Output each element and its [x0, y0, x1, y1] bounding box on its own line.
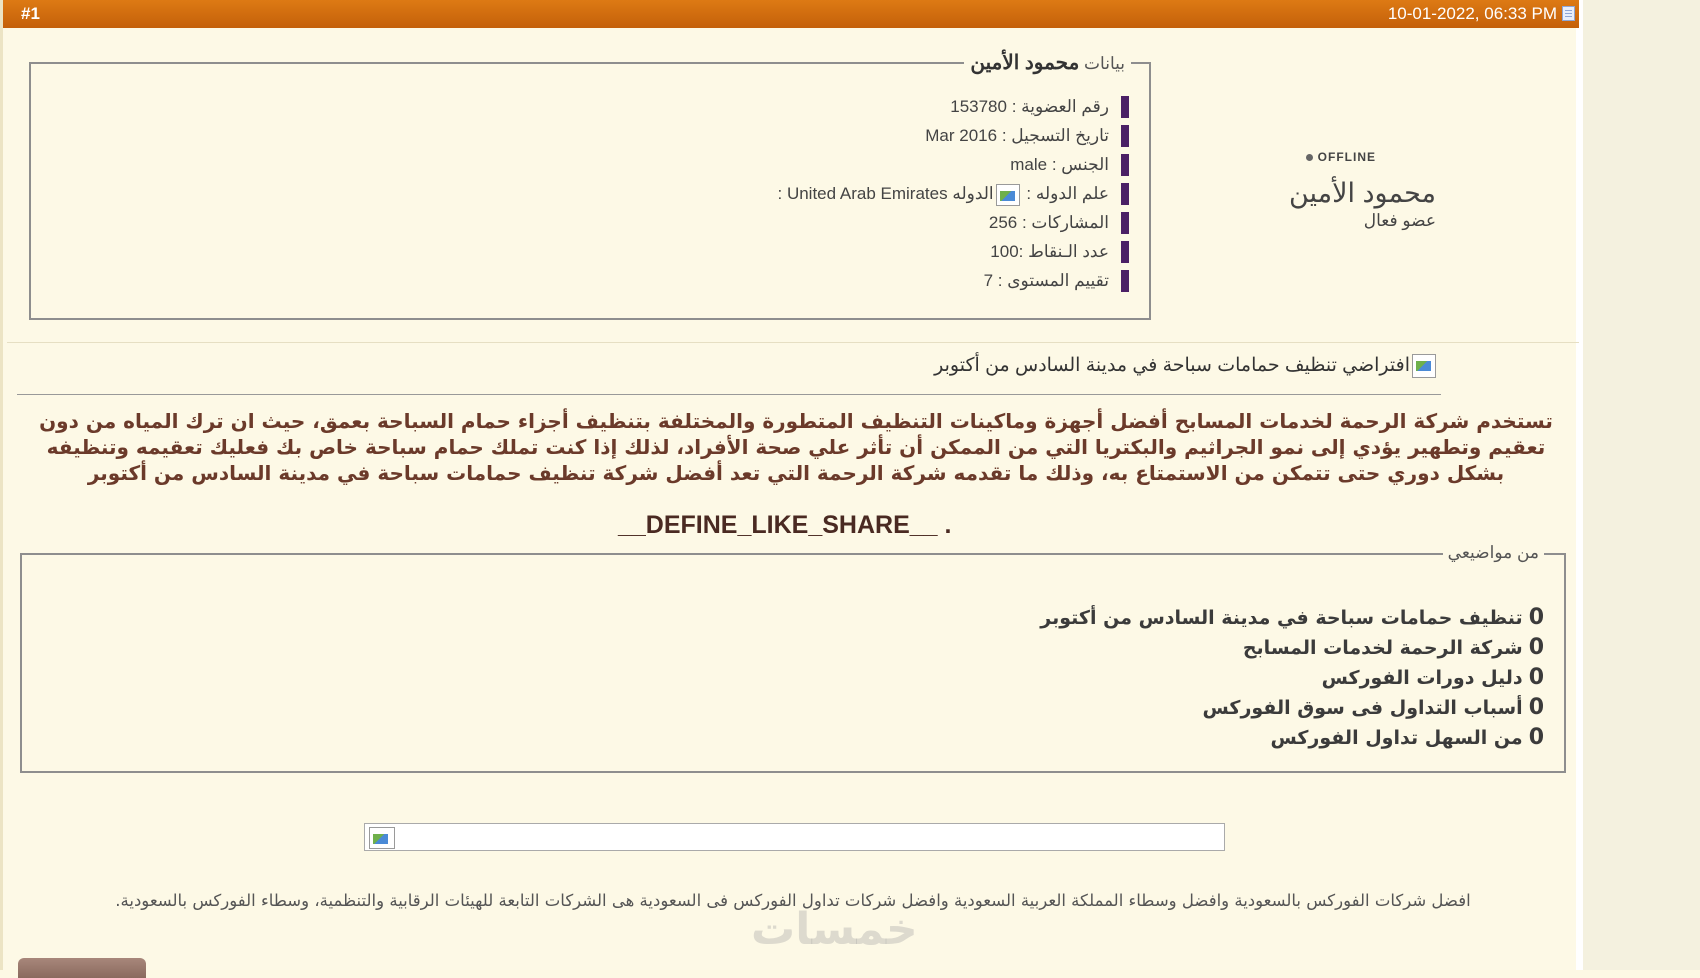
country-flag-image: [996, 184, 1020, 206]
broken-image-icon: [369, 827, 395, 849]
username-link[interactable]: محمود الأمين: [1288, 178, 1436, 208]
topic-link[interactable]: [1040, 603, 1544, 633]
profile-details-box: [29, 52, 1151, 320]
profile-row-label: المشاركات :: [1021, 213, 1109, 232]
topic-link[interactable]: [1040, 663, 1544, 693]
section-divider: [7, 342, 1579, 343]
profile-row-label: رقم العضوية :: [1011, 97, 1109, 116]
post-action-button[interactable]: [18, 958, 146, 978]
topic-title: دليل دورات الفوركس: [1321, 667, 1523, 689]
post-permalink[interactable]: #1: [21, 4, 40, 23]
profile-row-label: تقييم المستوى :: [997, 271, 1109, 290]
bullet-bar: [1121, 96, 1129, 118]
profile-row-label: تاريخ التسجيل :: [1001, 126, 1109, 145]
country-flag-alt: الدوله: [952, 184, 994, 203]
profile-post-count: [778, 208, 1120, 237]
profile-points: [778, 237, 1120, 266]
topic-link[interactable]: [1040, 633, 1544, 663]
topic-reply-count: 0: [1528, 725, 1544, 750]
my-topics-legend: من مواضيعي: [1443, 543, 1544, 563]
bullet-bar: [1121, 212, 1129, 234]
profile-row-label: الجنس :: [1051, 155, 1109, 174]
bullet-bar: [1121, 183, 1129, 205]
signature-text: افضل شركات الفوركس بالسعودية وافضل وسطاء المملكة العربية السعودية وافضل شركات تداول الفوركس فى السعودية هى الشركات التابعة للهيئات الرقابية والتنظمية، وسطاء الفوركس بالسعودية.: [115, 891, 1471, 910]
topic-reply-count: 0: [1528, 665, 1544, 690]
profile-info-list: [778, 92, 1120, 295]
profile-legend: [964, 50, 1131, 75]
profile-country: [778, 179, 1120, 208]
signature-banner-image[interactable]: [364, 823, 1225, 851]
page-gutter: [1575, 0, 1583, 970]
topic-link[interactable]: [1040, 693, 1544, 723]
profile-row-label: عدد الـنقاط :: [1018, 242, 1109, 261]
profile-join-date: [778, 121, 1120, 150]
profile-row-value: United Arab Emirates :: [777, 184, 948, 203]
post-date: 10-01-2022, 06:33 PM: [1387, 4, 1557, 23]
user-status-label: OFFLINE: [1317, 150, 1376, 164]
topic-title: تنظيف حمامات سباحة في مدينة السادس من أكتوبر: [1040, 607, 1523, 629]
broken-image-icon: [1412, 354, 1436, 378]
profile-row-value: 100: [990, 242, 1019, 261]
profile-gender: [778, 150, 1120, 179]
post-header-bar: [3, 0, 1579, 28]
offline-dot-icon: [1306, 154, 1313, 161]
post-title-text: تنظيف حمامات سباحة في مدينة السادس من أكتوبر: [934, 355, 1337, 377]
title-divider: [17, 394, 1441, 395]
profile-legend-prefix: بيانات: [1084, 54, 1125, 73]
page-right-margin: [1583, 0, 1700, 970]
user-status: [1289, 150, 1376, 164]
profile-level: [778, 266, 1120, 295]
bullet-bar: [1121, 270, 1129, 292]
topic-link[interactable]: [1040, 723, 1544, 753]
profile-row-value: male: [1010, 155, 1048, 174]
document-icon: [1562, 6, 1575, 21]
bullet-bar: [1121, 154, 1129, 176]
post-title: [934, 354, 1438, 378]
profile-row-value: Mar 2016: [925, 126, 998, 145]
profile-row-label: علم الدوله :: [1026, 184, 1109, 203]
post-icon-alt: افتراضي: [1342, 355, 1410, 377]
topic-title: من السهل تداول الفوركس: [1270, 727, 1523, 749]
watermark-logo: خمسات: [751, 904, 918, 955]
post-body-text: تستخدم شركة الرحمة لخدمات المسابح أفضل أجهزة وماكينات التنظيف المتطورة والمختلفة بتنظيف أجزاء حمام السباحة بعمق، حيث ان ترك المياه من دون تعقيم وتطهير يؤدي إلى نمو الجراثيم والبكتريا التي من الممكن أن تأثر علي صحة الأفراد، لذلك إذا كنت تملك حمام سباحة خاص بك فعليك تعقيمه وتنظيفه بشكل دوري حتى تتمكن من الاستمتاع به، وذلك ما تقدمه شركة الرحمة التي تعد أفضل شركة تنظيف حمامات سباحة في مدينة السادس من أكتوبر: [39, 409, 1553, 485]
topic-title: شركة الرحمة لخدمات المسابح: [1242, 637, 1523, 659]
bullet-bar: [1121, 241, 1129, 263]
topic-reply-count: 0: [1528, 605, 1544, 630]
bullet-bar: [1121, 125, 1129, 147]
profile-row-value: 153780: [950, 97, 1007, 116]
profile-row-value: 256: [988, 213, 1018, 232]
topic-reply-count: 0: [1528, 635, 1544, 660]
profile-member-id: [778, 92, 1120, 121]
topic-title: أسباب التداول فى سوق الفوركس: [1202, 697, 1523, 719]
profile-legend-name: محمود الأمين: [970, 52, 1080, 74]
user-title: عضو فعال: [1363, 211, 1436, 230]
my-topics-box: [20, 543, 1566, 773]
profile-row-value: 7: [983, 271, 994, 290]
user-info: [1289, 150, 1436, 231]
define-like-share: __DEFINE_LIKE_SHARE__ .: [618, 511, 952, 539]
topic-reply-count: 0: [1528, 695, 1544, 720]
my-topics-list: [1040, 603, 1544, 753]
